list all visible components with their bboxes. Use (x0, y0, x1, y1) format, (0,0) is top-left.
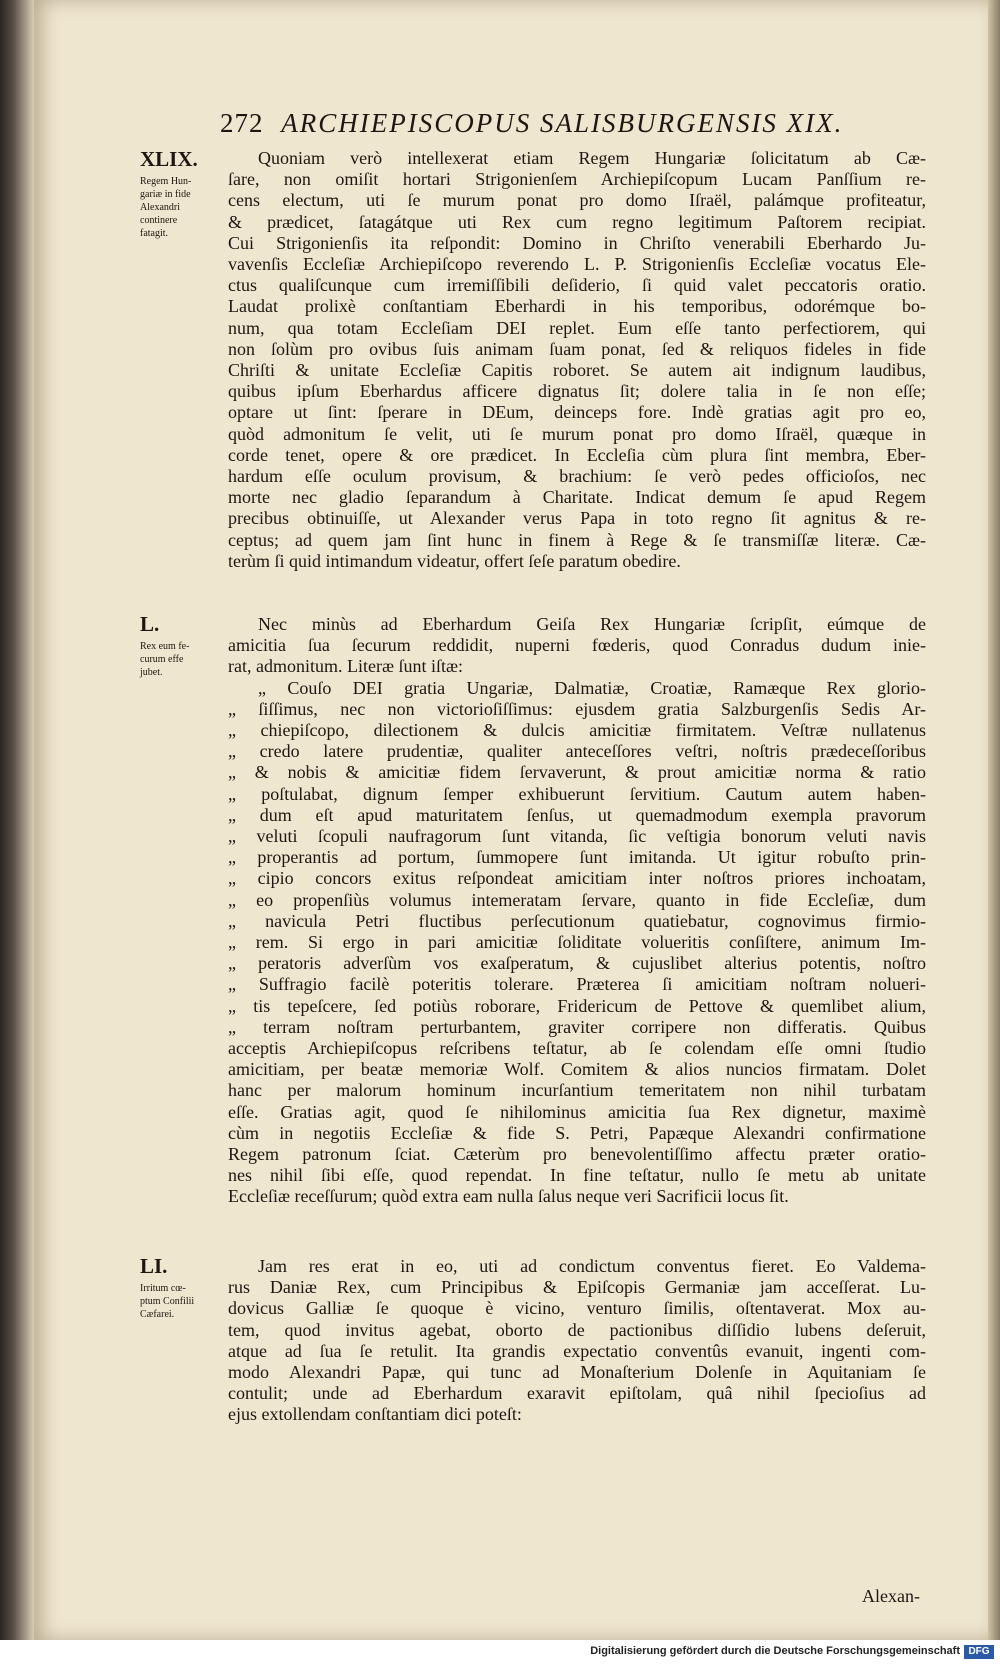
marginal-summary: Regem Hun- gariæ in fide Alexandri continere fatagit. (140, 176, 192, 239)
text-line: cùm in negotiis Eccleſiæ & fide S. Petri, Papæque Alexandri confirmatione (228, 1122, 926, 1143)
marginal-note-l (140, 612, 222, 679)
marginal-note-xlix (140, 147, 222, 240)
text-line: modo Alexandri Papæ, qui tunc ad Monaſterium Dolenſe in Aquitaniam ſe (228, 1362, 926, 1383)
text-line: ejus extollendam conſtantiam dici poteſt: (228, 1404, 522, 1425)
text-line: Chriſti & unitate Eccleſiæ Capitis roboret. Se autem ait indignum laudibus, (228, 360, 926, 381)
running-header (220, 108, 910, 139)
section-number: XLIX. (140, 147, 198, 171)
text-line: „ eo propenſiùs volumus intemeratam ſervare, quanto in fide Eccleſiæ, dum (228, 889, 926, 910)
text-line: „ Couſo DEI gratia Ungariæ, Dalmatiæ, Croatiæ, Ramæque Rex glorio- (258, 677, 926, 698)
marginal-summary: Irritum cœ- ptum Confilii Cæfarei. (140, 1283, 195, 1320)
text-line: „ Suffragio facilè poteritis tolerare. Præterea ſi amicitiam noſtram nolueri- (228, 974, 926, 995)
text-line: „ chiepiſcopo, dilectionem & dulcis amicitiæ firmitatem. Veſtræ nullatenus (228, 720, 926, 741)
text-line: Quoniam verò intellexerat etiam Regem Hungariæ ſolicitatum ab Cæ- (258, 148, 926, 168)
text-line: vavenſis Eccleſiæ Archiepiſcopo reverendo L. P. Strigonienſis Eccleſiæ vocatus Ele- (228, 254, 926, 275)
section-number: LI. (140, 1254, 168, 1278)
page-edge (988, 0, 1000, 1640)
text-line: acceptis Archiepiſcopus reſcribens teſtatur, ab ſe colendam eſſe omni ſtudio (228, 1038, 926, 1059)
text-line: „ poſtulabat, dignum ſemper exhibuerunt ſervitium. Cautum autem haben- (228, 783, 926, 804)
text-line: rus Daniæ Rex, cum Principibus & Epiſcopis Germaniæ jam acceſſerat. Lu- (228, 1277, 926, 1298)
text-line: non ſolùm pro ovibus ſuis animam ſuam ponat, ſed & reliquos fideles in fide (228, 338, 926, 359)
marginal-note-li (140, 1254, 222, 1321)
text-line: „ terram noſtram perturbantem, graviter corripere non differatis. Quibus (228, 1016, 926, 1037)
text-line: „ cipio concors exitus reſpondeat amicitiam inter noſtros priores inchoatam, (228, 868, 926, 889)
text-line: atque ad ſua ſe retulit. Ita grandis expectatio conventûs evanuit, ingenti com- (228, 1340, 926, 1361)
marginal-summary: Rex eum fe- curum effe jubet. (140, 641, 190, 678)
text-line: amicitia ſua ſecurum reddidit, nuperni fœderis, quod Conradus dudum inie- (228, 635, 926, 656)
text-line: quòd admonitum ſe velit, uti ſe murum ponat pro domo Iſraël, quæque in (228, 423, 926, 444)
text-line: „ dum eſt apud maturitatem ſenſus, ut quemadmodum exempla pravorum (228, 804, 926, 825)
text-line: Regem patronum ſciat. Cæterùm pro benevolentiſſimo affectu præter oratio- (228, 1144, 926, 1165)
text-line: morte nec gladio ſeparandum à Charitate. Indicat demum ſe apud Regem (228, 487, 926, 508)
text-line: „ properantis ad portum, ſummopere ſunt imitanda. Ut igitur robuſto prin- (228, 847, 926, 868)
paragraph-li (228, 1256, 926, 1426)
text-line: amicitiam, per beatæ memoriæ Wolf. Comitem & alios nuncios firmatam. Dolet (228, 1059, 926, 1080)
text-line: Cui Strigonienſis ita reſpondit: Domino in Chriſto venerabili Eberhardo Ju- (228, 232, 926, 253)
text-line: hanc per malorum hominum incurſantium temeritatem non nihil turbatam (228, 1080, 926, 1101)
text-line: ctus qualiſcunque cum irremiſſibili deſiderio, ſi quid valet peccatoris oratio. (228, 275, 926, 296)
text-line: ceptus; ad quem jam ſint hunc in finem à Rege & ſe transmiſſæ literæ. Cæ- (228, 529, 926, 550)
text-line: „ rem. Si ergo in pari amicitiæ ſoliditate volueritis conſiſtere, animum Im- (228, 932, 926, 953)
text-line: „ veluti ſcopuli naufragorum ſunt vitanda, ſic veſtigia bonorum veluti navis (228, 826, 926, 847)
book-binding (0, 0, 34, 1665)
text-line: Nec minùs ad Eberhardum Geiſa Rex Hungariæ ſcripſit, eúmque de (258, 614, 926, 634)
text-line: „ & nobis & amicitiæ fidem ſervaverunt, & prout amicitiæ norma & ratio (228, 762, 926, 783)
page-number: 272 (220, 108, 264, 138)
text-line: contulit; unde ad Eberhardum exaravit epiſtolam, quâ nihil ſpecioſius ad (228, 1383, 926, 1404)
text-line: corde tenet, opere & ore prædicet. In Eccleſia cùm plura ſint membra, Eber- (228, 444, 926, 465)
text-line: Jam res erat in eo, uti ad condictum conventus fieret. Eo Valdema- (258, 1256, 926, 1276)
running-title: ARCHIEPISCOPUS SALISBURGENSIS XIX. (281, 108, 844, 138)
text-line: rat, admonitum. Literæ ſunt iſtæ: (228, 656, 463, 677)
digitization-footer (0, 1640, 1000, 1665)
paragraph-xlix (228, 148, 926, 572)
text-line: optare ut ſint: ſperare in DEum, deinceps fore. Indè gratias agit pro eo, (228, 402, 926, 423)
text-line: „ ſiſſimus, nec non victorioſiſſimus: ejusdem gratia Salzburgenſis Sedis Ar- (228, 698, 926, 719)
text-line: precibus obtinuiſſe, ut Alexander verus Papa in toto regno ſit agnitus & re- (228, 508, 926, 529)
text-line: dovicus Galliæ ſe quoque è vicino, venturo ſimilis, oſtentaverat. Mox au- (228, 1298, 926, 1319)
text-line: „ credo latere prudentiæ, qualiter anteceſſores veſtri, noſtris prædeceſſoribus (228, 741, 926, 762)
text-line: quibus ipſum Eberhardus afficere dignatus ſit; dolere talia in ſe non eſſe; (228, 381, 926, 402)
text-line: num, qua totam Eccleſiam DEI replet. Eum eſſe tanto perfectiorem, qui (228, 317, 926, 338)
text-line: hardum eſſe oculum provisum, & brachium: ſe verò pedes officioſos, nec (228, 466, 926, 487)
text-line: tem, quod invitus agebat, oborto de pactionibus diſſidio lubens deſeruit, (228, 1319, 926, 1340)
text-line: eſſe. Gratias agit, quod ſe nihilominus amicitia ſua Rex dignetur, maximè (228, 1101, 926, 1122)
text-line: nes nihil ſibi eſſe, quod rependat. In fine teſtatur, nullo ſe metu ab unitate (228, 1165, 926, 1186)
text-line: „ navicula Petri fluctibus perſecutionum quatiebatur, cognovimus firmio- (228, 910, 926, 931)
text-line: „ tis tepeſcere, ſed potiùs roborare, Fridericum de Pettove & quemlibet alium, (228, 995, 926, 1016)
text-line: cens electum, uti ſe murum ponat pro domo Iſraël, palámque profiteatur, (228, 190, 926, 211)
catchword: Alexan- (862, 1586, 920, 1606)
text-line: „ peratoris adverſùm vos exaſperatum, & cujuslibet alterius potentis, noſtro (228, 953, 926, 974)
section-number: L. (140, 612, 160, 636)
text-line: Laudat prolixè conſtantiam Eberhardi in his temporibus, odorémque bo- (228, 296, 926, 317)
paragraph-l (228, 614, 926, 1208)
text-line: terùm ſi quid intimandum videatur, offert ſeſe paratum obedire. (228, 550, 681, 571)
text-line: & prædicet, ſatagátque uti Rex cum regno legitimum Paſtorem recipiat. (228, 211, 926, 232)
footer-credit: Digitalisierung gefördert durch die Deutsche Forschungsgemeinschaft (590, 1645, 960, 1657)
dfg-logo: DFG (964, 1645, 994, 1659)
text-line: Eccleſiæ receſſurum; quòd extra eam nulla ſalus neque veri Sacrificii locus ſit. (228, 1186, 789, 1207)
text-line: ſare, non omiſit hortari Strigonienſem Archiepiſcopum Lucam Panſſium re- (228, 169, 926, 190)
